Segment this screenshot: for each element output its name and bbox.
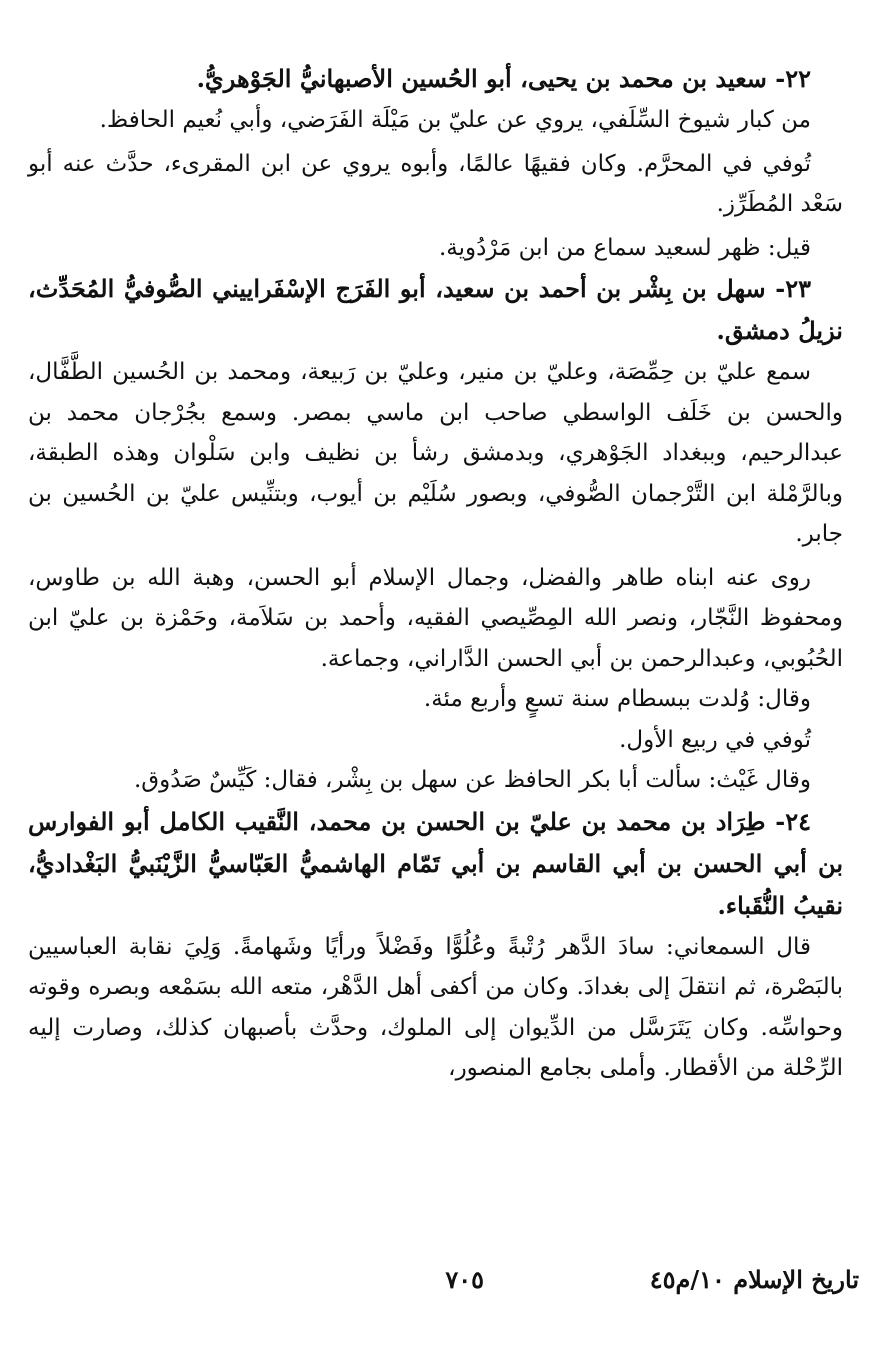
entry-heading-22: ٢٢- سعيد بن محمد بن يحيى، أبو الحُسين الأصبهانيُّ الجَوْهريُّ. [196,64,811,93]
entry-paragraph: روى عنه ابناه طاهر والفضل، وجمال الإسلام أبو الحسن، وهبة الله بن طاوس، ومحفوظ النَّجّار، ونصر الله المِصِّيصي الفقيه، وأحمد بن سَلاَمة، وحَمْزة بن عليّ ابن الحُبُوبي، وعبدالرحمن بن أبي الحسن الدَّاراني، وجماعة. [28,564,843,672]
page-number: ٧٠٥ [445,1265,484,1294]
entry-paragraph: قال السمعاني: سادَ الدَّهر رُتْبةً وعُلُوًّا وفَضْلاً ورأيًا وشَهامةً. وَلِيَ نقابة العباسيين بالبَصْرة، ثم انتقلَ إلى بغدادَ. وكان من أكفى أهل الدَّهْر، متعه الله بسَمْعه وبصره وقوته وحواسِّه. وكان يَتَرَسَّل من الدِّيوان إلى الملوك، وحدَّث بأصبهان كذلك، وصارت إليه الرِّحْلة من الأقطار. وأملى بجامع المنصور، [28,933,843,1081]
page-body [28,58,843,1089]
entry-paragraph: وقال غَيْث: سألت أبا بكر الحافظ عن سهل بن بِشْر، فقال: كَيِّسٌ صَدُوق. [133,767,811,793]
page-footer [14,1262,859,1302]
entry-heading-24: ٢٤- طِرَاد بن محمد بن عليّ بن الحسن بن محمد، النَّقيب الكامل أبو الفوارس بن أبي الحسن بن أبي القاسم بن أبي تَمّام الهاشميُّ العَبّاسيُّ الزَّيْنَبيُّ البَغْداديُّ، نقيبُ النُّقَباء. [28,806,843,920]
entry-paragraph: تُوفي في المحرَّم. وكان فقيهًا عالمًا، وأبوه يروي عن ابن المقرىء، حدَّث عنه أبو سَعْد المُطَرِّز. [28,150,843,217]
book-title: تاريخ الإسلام ١٠/م٤٥ [649,1265,859,1294]
entry-paragraph: تُوفي في ربيع الأول. [619,726,811,753]
entry-paragraph: وقال: وُلدت ببسطام سنة تسعٍ وأربع مئة. [423,686,811,712]
entry-paragraph: سمع عليّ بن حِمِّصَة، وعليّ بن منير، وعليّ بن رَبيعة، ومحمد بن الحُسين الطَّفَّال، والحسن بن خَلَف الواسطي صاحب ابن ماسي بمصر. وسمع بجُرْجان محمد بن عبدالرحيم، وببغداد الجَوْهري، وبدمشق رشأ بن نظيف وابن سَلْوان وهذه الطبقة، وبالرَّمْلة ابن التَّرْجمان الصُّوفي، وبصور سُلَيْم بن أيوب، وبتنِّيس عليّ بن الحُسين بن جابر. [28,359,843,547]
entry-paragraph: من كبار شيوخ السِّلَفي، يروي عن عليّ بن مَيْلَة الفَرَضي، وأبي نُعيم الحافظ. [99,107,811,133]
entry-paragraph: قيل: ظهر لسعيد سماع من ابن مَرْدُوية. [438,234,811,261]
entry-heading-23: ٢٣- سهل بن بِشْر بن أحمد بن سعيد، أبو الفَرَج الإسْفَراييني الصُّوفيُّ المُحَدِّث، نزيلُ دمشق. [28,274,843,345]
